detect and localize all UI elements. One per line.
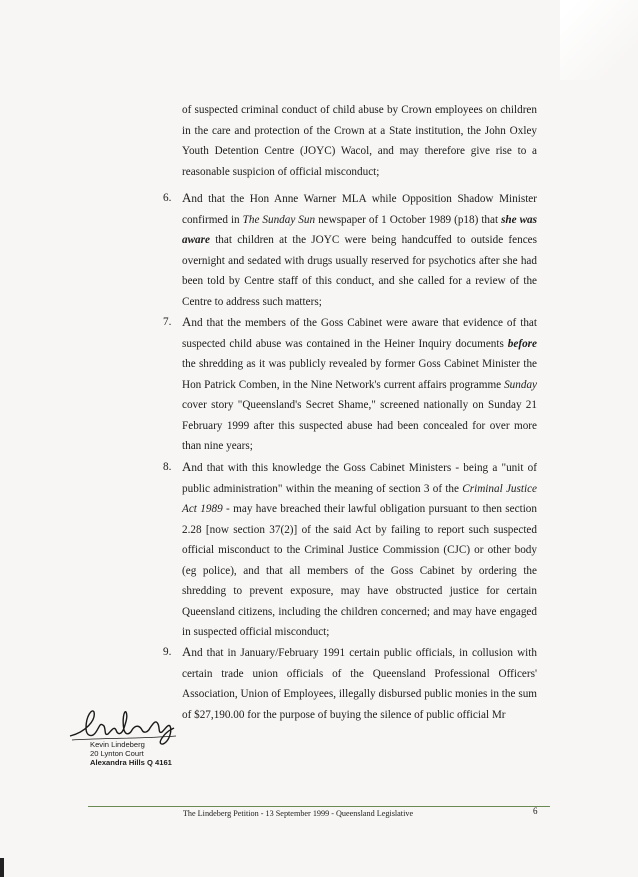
paragraph-7 bbox=[182, 312, 537, 457]
paragraph-9 bbox=[182, 642, 537, 725]
paragraph-6-number: 6. bbox=[163, 192, 172, 204]
footer-rule bbox=[88, 806, 550, 807]
page-number: 6 bbox=[533, 806, 538, 816]
paragraph-7-text: nd that the members of the Goss Cabinet were aware that evidence of that suspected child abuse was contained in the Heiner Inquiry documents before the shredding as it was publicly revealed by former Goss Cabinet Minister the Hon Patrick Comben, in the Nine Network's current affairs programme Sunday cover story "Queensland's Secret Shame," screened nationally on Sunday 21 February 1999 after this suspected abuse had been concealed for over more than nine years; bbox=[182, 317, 537, 452]
paragraph-8-lead: A bbox=[182, 459, 192, 474]
paragraph-6-lead: A bbox=[182, 190, 192, 205]
paragraph-9-text: nd that in January/February 1991 certain public officials, in collusion with certain trade union officials of the Queensland Professional Officers' Association, Union of Employees, illegally disbursed public monies in the sum of $27,190.00 for the purpose of buying the silence of public official Mr bbox=[182, 647, 537, 721]
paragraph-8-text: nd that with this knowledge the Goss Cabinet Ministers - being a "unit of public administration" within the meaning of section 3 of the Criminal Justice Act 1989 - may have breached their lawful obligation pursuant to then section 2.28 [now section 37(2)] of the said Act by failing to report such suspected official misconduct to the Criminal Justice Commission (CJC) or other body (eg police), and that all members of the Goss Cabinet by ordering the shredding to prevent exposure, may have obstructed justice for certain Queensland citizens, including the children concerned; and may have engaged in suspected official misconduct; bbox=[182, 462, 538, 638]
paragraph-8-number: 8. bbox=[163, 461, 172, 473]
paragraph-7-lead: A bbox=[182, 314, 192, 329]
signatory-street: 20 Lynton Court bbox=[90, 749, 144, 758]
signature-block bbox=[90, 740, 172, 767]
paragraph-8 bbox=[182, 457, 537, 643]
paragraph-7-number: 7. bbox=[163, 316, 172, 328]
paragraph-6-text: nd that the Hon Anne Warner MLA while Opposition Shadow Minister confirmed in The Sunday Sun newspaper of 1 October 1989 (p18) that she was aware that children at the JOYC were being handcuffed to outside fences overnight and sedated with drugs usually reserved for psychotics after she had been told by Centre staff of this conduct, and she called for a review of the Centre to address such matters; bbox=[182, 193, 538, 308]
paragraph-9-lead: A bbox=[182, 644, 192, 659]
scan-glare bbox=[560, 0, 638, 80]
paragraph-6 bbox=[182, 188, 537, 312]
footer-text: The Lindeberg Petition - 13 September 1999 - Queensland Legislative bbox=[182, 809, 414, 818]
paragraph-9-number: 9. bbox=[163, 646, 172, 658]
intro-paragraph: of suspected criminal conduct of child abuse by Crown employees on children in the care and protection of the Crown at a State institution, the John Oxley Youth Detention Centre (JOYC) Wacol, and may therefore give rise to a reasonable suspicion of official misconduct; bbox=[182, 104, 537, 178]
signatory-suburb: Alexandra Hills Q 4161 bbox=[90, 758, 172, 767]
signatory-name: Kevin Lindeberg bbox=[90, 740, 145, 749]
scan-edge-mark bbox=[0, 858, 4, 877]
